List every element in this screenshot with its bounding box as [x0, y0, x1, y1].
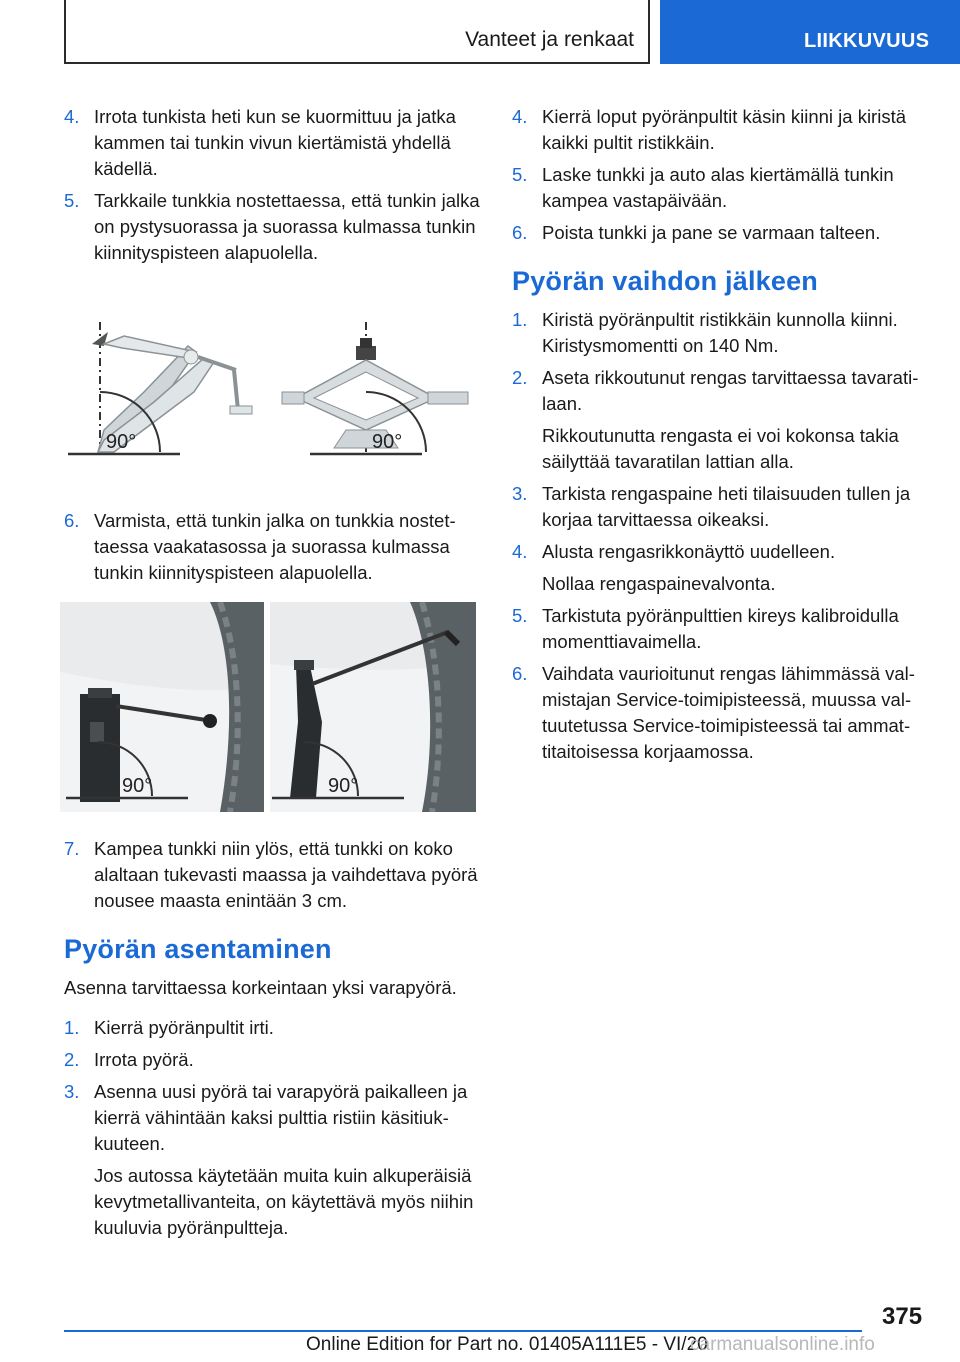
step-text: Tarkkaile tunkkia nostettaessa, että tunkin jalka on pystysuorassa ja suorassa kulmassa tunkin kiinnityspisteen alapuolella.: [94, 190, 480, 263]
step-number: 5.: [512, 605, 528, 626]
edition-text: Online Edition for Part no. 01405A111E5 - VI/20: [306, 1334, 708, 1355]
step-note: Rikkoutunutta rengasta ei voi kokonsa takia säilyttää tavaratilan lattian alla.: [542, 425, 899, 472]
footer-divider: [64, 1330, 862, 1332]
step-number: 2.: [512, 367, 528, 388]
step-number: 5.: [64, 190, 80, 211]
step-text: Laske tunkki ja auto alas kiertämällä tunkin kampea vastapäivään.: [542, 164, 894, 211]
step-number: 5.: [512, 164, 528, 185]
step-text: Kampea tunkki niin ylös, että tunkki on koko alaltaan tukevasti maassa ja vaihdettava pyörä nousee maasta enintään 3 cm.: [94, 838, 478, 911]
list-item: [512, 539, 932, 597]
list-item: [512, 104, 932, 156]
right-column: [512, 104, 932, 771]
jack-side-view: [68, 322, 252, 454]
step-number: 6.: [512, 663, 528, 684]
list-item: [64, 836, 484, 914]
step-text: Kiristä pyöränpultit ristikkäin kunnolla kiinni. Kiristysmomentti on 140 Nm.: [542, 309, 898, 356]
list-item: [512, 365, 932, 475]
section-heading: Pyörän vaihdon jälkeen: [512, 266, 819, 296]
list-item: [512, 307, 932, 359]
list-item: [64, 1015, 484, 1041]
step-number: 4.: [512, 106, 528, 127]
section-title: Vanteet ja renkaat: [465, 28, 634, 51]
intro-text: Asenna tarvittaessa korkeintaan yksi varapyörä.: [64, 977, 457, 998]
watermark-text: carmanualsonline.info: [690, 1334, 875, 1355]
step-text: Poista tunkki ja pane se varmaan talteen.: [542, 222, 881, 243]
step-text: Asenna uusi pyörä tai varapyörä paikalleen ja kierrä vähintään kaksi pulttia ristiin käsitiukkuuteen.: [94, 1081, 468, 1154]
list-item: [512, 661, 932, 765]
header-section-box: [64, 0, 650, 64]
step-number: 1.: [512, 309, 528, 330]
section-heading: Pyörän asentaminen: [64, 934, 332, 964]
step-number: 1.: [64, 1017, 80, 1038]
chapter-title: LIIKKUVUUS: [804, 30, 930, 52]
angle-label: 90°: [122, 775, 153, 797]
jack-photo-illustration: [60, 602, 476, 812]
left-column: [64, 104, 484, 1247]
angle-label: 90°: [328, 775, 359, 797]
step-text: Kierrä pyöränpultit irti.: [94, 1017, 274, 1038]
step-note: Jos autossa käytetään muita kuin alkuperäisiä kevytmetallivanteita, on käytettävä myös niihin kuuluvia pyöränpultteja.: [94, 1165, 474, 1238]
list-item: [64, 1079, 484, 1241]
step-text: Tarkista rengaspaine heti tilaisuuden tullen ja korjaa tarvittaessa oikeaksi.: [542, 483, 911, 530]
step-number: 6.: [64, 510, 80, 531]
step-number: 3.: [64, 1081, 80, 1102]
jack-front-view: [282, 322, 468, 454]
step-text: Alusta rengasrikkonäyttö uudelleen.: [542, 541, 836, 562]
step-number: 7.: [64, 838, 80, 859]
step-text: Tarkistuta pyöränpulttien kireys kalibroidulla momenttiavaimella.: [542, 605, 899, 652]
header-chapter-tab[interactable]: [660, 0, 960, 64]
list-item: [64, 1047, 484, 1073]
step-number: 2.: [64, 1049, 80, 1070]
list-item: [64, 104, 484, 182]
step-text: Kierrä loput pyöränpultit käsin kiinni ja kiristä kaikki pultit ristikkäin.: [542, 106, 907, 153]
jack-photo-figure: [60, 602, 484, 812]
step-number: 6.: [512, 222, 528, 243]
step-text: Irrota tunkista heti kun se kuormittuu ja jatka kammen tai tunkin vivun kiertämistä yhdellä kädellä.: [94, 106, 456, 179]
step-text: Irrota pyörä.: [94, 1049, 194, 1070]
step-number: 4.: [64, 106, 80, 127]
step-text: Aseta rikkoutunut rengas tarvittaessa tavaratilaan.: [542, 367, 919, 414]
step-text: Vaihdata vaurioitunut rengas lähimmässä valmistajan Service-toimipisteessä, muussa valtuutetussa Service-toimipisteessä tai ammattitaitoisessa korjaamossa.: [542, 663, 915, 762]
step-note: Nollaa rengaspainevalvonta.: [542, 573, 776, 594]
step-number: 4.: [512, 541, 528, 562]
scissor-jack-illustration: [64, 322, 484, 472]
list-item: [512, 220, 932, 246]
angle-label: 90°: [106, 431, 137, 453]
angle-label: 90°: [372, 431, 403, 453]
list-item: [64, 188, 484, 266]
scissor-jack-figure: [64, 322, 484, 472]
list-item: [512, 481, 932, 533]
jack-photo-left: [60, 602, 264, 812]
step-text: Varmista, että tunkin jalka on tunkkia nostettaessa vaakatasossa ja suorassa kulmassa tunkin kiinnityspisteen alapuolella.: [94, 510, 456, 583]
list-item: [64, 508, 484, 586]
jack-photo-right: [270, 602, 476, 812]
list-item: [512, 603, 932, 655]
list-item: [512, 162, 932, 214]
page-number: 375: [882, 1303, 923, 1330]
step-number: 3.: [512, 483, 528, 504]
